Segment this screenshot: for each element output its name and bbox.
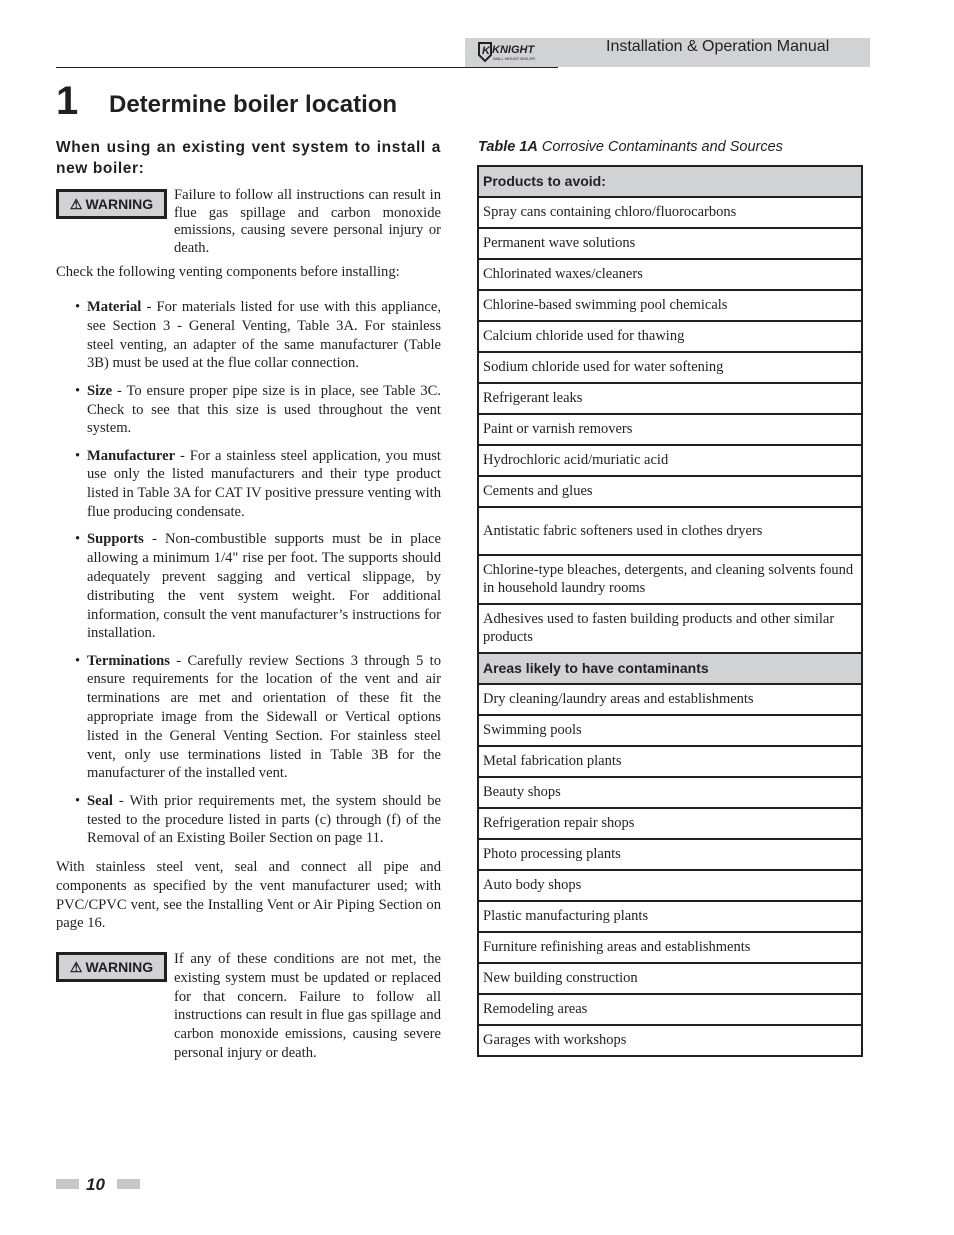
checklist-text: - With prior requirements met, the system should be tested to the procedure listed in parts (c) through (f) of the Removal of an Existing Boiler Section on page 11. — [87, 792, 441, 847]
table-row-product: Spray cans containing chloro/fluorocarbons — [479, 196, 861, 227]
table-row-area: Furniture refinishing areas and establishments — [479, 931, 861, 962]
left-column — [56, 137, 441, 1063]
table-row-area: Plastic manufacturing plants — [479, 900, 861, 931]
section-title: Determine boiler location — [109, 91, 398, 118]
table-header-areas: Areas likely to have contaminants — [479, 652, 861, 683]
table-row-product: Cements and glues — [479, 475, 861, 506]
table-row-product: Refrigerant leaks — [479, 382, 861, 413]
checklist-term: Seal — [87, 792, 113, 809]
table-row-product: Hydrochloric acid/muriatic acid — [479, 444, 861, 475]
checklist-text: - For a stainless steel application, you must use only the listed manufacturers and their type product listed in Table 3A for CAT IV positive pressure venting with flue producing condensate. — [87, 447, 441, 521]
checklist-item — [75, 652, 441, 784]
contaminants-table — [477, 165, 863, 1057]
table-row-product: Calcium chloride used for thawing — [479, 320, 861, 351]
svg-text:KNIGHT: KNIGHT — [492, 44, 535, 56]
svg-text:K: K — [482, 45, 490, 57]
checklist-text: - To ensure proper pipe size is in place, see Table 3C. Check to see that this size is used throughout the vent system. — [87, 382, 441, 437]
table-row-product: Chlorinated waxes/cleaners — [479, 258, 861, 289]
table-row-area: New building construction — [479, 962, 861, 993]
bullet-dot: • — [75, 382, 81, 399]
checklist-text: - Non-combustible supports must be in place allowing a minimum 1/4" rise per foot. The supports should adequately prevent sagging and vertical slippage, by distributing the vent system weight. For additional information, consult the vent manufacturer’s instructions for installation. — [87, 531, 441, 642]
warning-label: WARNING — [85, 196, 154, 212]
table-row-product: Paint or varnish removers — [479, 413, 861, 444]
checklist-term: Size — [87, 382, 113, 399]
page-number: 10 — [86, 1175, 105, 1194]
manual-title: Installation & Operation Manual — [606, 38, 830, 55]
table-row-area: Remodeling areas — [479, 993, 861, 1024]
warning-block-1 — [56, 187, 441, 257]
checklist-item — [75, 382, 441, 438]
table-row-area: Beauty shops — [479, 776, 861, 807]
bullet-dot: • — [75, 652, 81, 669]
checklist-item — [75, 792, 441, 848]
table-row-product: Chlorine-type bleaches, detergents, and cleaning solvents found in household laundry rooms — [479, 554, 861, 603]
svg-text:WALL MOUNT BOILER: WALL MOUNT BOILER — [493, 56, 536, 61]
table-caption: Table 1A Corrosive Contaminants and Sources — [478, 139, 783, 155]
warning-badge — [56, 952, 167, 982]
table-row-area: Dry cleaning/laundry areas and establishments — [479, 683, 861, 714]
table-row-area: Refrigeration repair shops — [479, 807, 861, 838]
table-row-area: Garages with workshops — [479, 1024, 861, 1055]
table-row-product: Permanent wave solutions — [479, 227, 861, 258]
venting-checklist — [56, 298, 441, 848]
footer-bar-right — [117, 1179, 140, 1189]
checklist-term: Terminations — [87, 652, 170, 669]
stainless-paragraph: With stainless steel vent, seal and connect all pipe and components as specified by the vent manufacturer used; with PVC/CPVC vent, see the Installing Vent or Air Piping Section on page 16. — [56, 859, 441, 932]
bullet-dot: • — [75, 792, 81, 809]
table-row-area: Photo processing plants — [479, 838, 861, 869]
footer-bar-left — [56, 1179, 79, 1189]
warning-badge — [56, 189, 167, 219]
table-row-area: Auto body shops — [479, 869, 861, 900]
checklist-text: - For materials listed for use with this appliance, see Section 3 - General Venting, Table 3A. For stainless steel venting, an adapter of the same manufacturer (Table 3B) must be used at the flue collar connection. — [87, 299, 441, 372]
header-rule — [56, 67, 558, 68]
checklist-item — [75, 530, 441, 643]
table-header-products: Products to avoid: — [479, 167, 861, 196]
table-row-area: Metal fabrication plants — [479, 745, 861, 776]
warning-text-2: If any of these conditions are not met, the existing system must be updated or replaced for that concern. Failure to follow all instructions can result in flue gas spillage and carbon monoxide emissions, causing severe personal injury or death. — [174, 950, 441, 1061]
subheading: When using an existing vent system to install a new boiler: — [56, 139, 441, 177]
warning-block-2 — [56, 950, 441, 1063]
warning-label: WARNING — [85, 958, 154, 975]
checklist-item — [75, 298, 441, 373]
table-row-product: Antistatic fabric softeners used in clothes dryers — [479, 506, 861, 554]
warning-triangle-icon: ⚠ — [69, 958, 83, 975]
checklist-term: Manufacturer — [87, 447, 176, 464]
table-row-product: Adhesives used to fasten building products and other similar products — [479, 603, 861, 652]
bullet-dot: • — [75, 299, 81, 316]
checklist-item — [75, 447, 441, 522]
warning-triangle-icon: ⚠ — [69, 196, 83, 212]
checklist-text: - Carefully review Sections 3 through 5 to ensure requirements for the location of the vent and air terminations are met and orientation of these fit the appropriate image from the Sidewall or Vertical options listed in the General Venting Section. For stainless steel vent, only use terminations listed in Table 3B for the manufacturer of the installed vent. — [87, 652, 441, 782]
knight-logo — [477, 39, 547, 63]
bullet-dot: • — [75, 447, 81, 464]
warning-text-1: Failure to follow all instructions can result in flue gas spillage and carbon monoxide emissions, causing severe personal injury or death. — [174, 187, 441, 256]
checklist-term: Supports — [87, 531, 144, 548]
table-row-product: Chlorine-based swimming pool chemicals — [479, 289, 861, 320]
section-number: 1 — [56, 79, 79, 123]
table-row-area: Swimming pools — [479, 714, 861, 745]
checklist-term: Material — [87, 299, 142, 316]
bullet-dot: • — [75, 531, 81, 548]
table-row-product: Sodium chloride used for water softening — [479, 351, 861, 382]
check-paragraph: Check the following venting components before installing: — [56, 264, 400, 281]
